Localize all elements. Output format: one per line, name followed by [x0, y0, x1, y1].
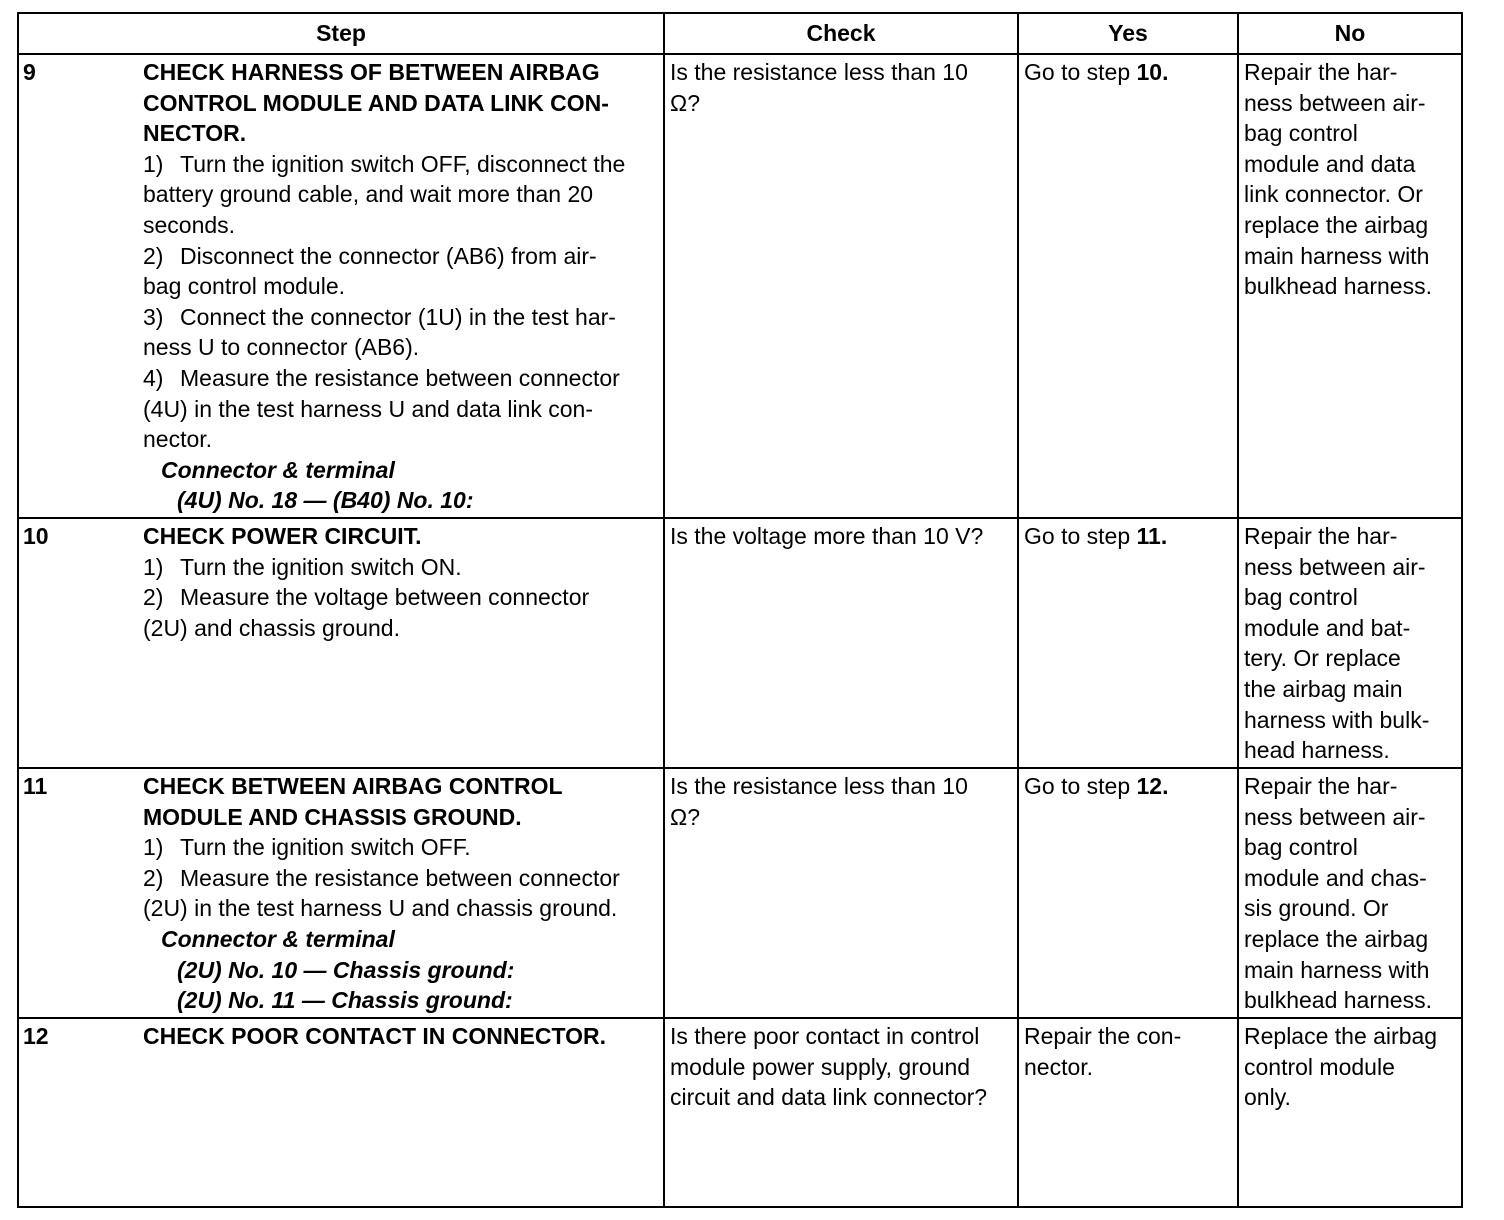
- no-text: bag control: [1244, 584, 1358, 611]
- yes-cell: [1018, 518, 1238, 768]
- no-text: bag control: [1244, 834, 1358, 861]
- item-text: Turn the ignition switch OFF, disconnect the: [180, 150, 626, 177]
- item-text: Disconnect the connector (AB6) from air-: [180, 242, 597, 269]
- item-text: ness U to connector (AB6).: [143, 334, 420, 361]
- item-number: 1): [143, 834, 164, 861]
- no-cell: [1238, 518, 1462, 768]
- no-text: ness between air-: [1244, 89, 1426, 116]
- no-text: main harness with: [1244, 242, 1430, 269]
- item-text: Turn the ignition switch ON.: [180, 553, 462, 580]
- no-cell: [1238, 54, 1462, 518]
- step-title-line: CONTROL MODULE AND DATA LINK CON-: [143, 89, 609, 116]
- table-row: [18, 518, 1462, 768]
- no-text: Repair the har-: [1244, 523, 1398, 549]
- yes-cell: [1018, 1018, 1238, 1207]
- item-number: 3): [143, 303, 164, 330]
- no-text: ness between air-: [1244, 803, 1426, 830]
- no-text: module and chas-: [1244, 864, 1427, 891]
- step-number: 9: [23, 59, 36, 85]
- no-text: bulkhead harness.: [1244, 987, 1432, 1014]
- step-cell: [18, 1018, 664, 1207]
- no-text: tery. Or replace: [1244, 645, 1401, 672]
- item-number: 2): [143, 864, 164, 891]
- step-title-line: CHECK HARNESS OF BETWEEN AIRBAG: [143, 59, 600, 85]
- procedure-item: [143, 832, 657, 863]
- check-cell: [664, 1018, 1018, 1207]
- step-number: 10: [23, 523, 49, 549]
- no-text: only.: [1244, 1084, 1291, 1111]
- header-yes: Yes: [1018, 13, 1238, 54]
- check-text: module power supply, ground: [670, 1053, 971, 1080]
- step-number: 11: [23, 773, 48, 799]
- step-title-line: MODULE AND CHASSIS GROUND.: [143, 803, 522, 830]
- yes-text: Repair the con-: [1024, 1023, 1182, 1049]
- item-text: seconds.: [143, 211, 236, 238]
- connector-terminal-spec: (4U) No. 18 — (B40) No. 10:: [177, 487, 474, 514]
- yes-text: Go to step: [1024, 523, 1137, 549]
- yes-text: nector.: [1024, 1053, 1094, 1080]
- no-text: bulkhead harness.: [1244, 273, 1432, 300]
- step-cell: [18, 54, 664, 518]
- no-cell: [1238, 1018, 1462, 1207]
- table-row: [18, 1018, 1462, 1207]
- item-number: 1): [143, 553, 164, 580]
- step-title: [143, 771, 657, 832]
- check-text: Ω?: [670, 89, 700, 116]
- procedure-item: [143, 552, 657, 583]
- step-number: 12: [23, 1023, 49, 1049]
- step-title: [143, 57, 657, 149]
- item-text: Turn the ignition switch OFF.: [180, 834, 471, 861]
- item-text: nector.: [143, 426, 213, 453]
- yes-step-ref: 11.: [1136, 523, 1168, 549]
- diagnostic-table: [17, 12, 1463, 1208]
- procedure-item: [143, 363, 657, 455]
- procedure-item: [143, 302, 657, 363]
- no-text: module and bat-: [1244, 614, 1411, 641]
- item-text: Measure the voltage between connector: [180, 584, 590, 611]
- no-text: replace the airbag: [1244, 211, 1429, 238]
- procedure-item: [143, 241, 657, 302]
- procedure-item: [143, 582, 657, 643]
- yes-cell: [1018, 768, 1238, 1018]
- check-cell: [664, 54, 1018, 518]
- no-text: replace the airbag: [1244, 925, 1429, 952]
- item-text: bag control module.: [143, 273, 346, 300]
- check-text: Ω?: [670, 803, 700, 830]
- step-title: [143, 1021, 657, 1052]
- check-text: Is the resistance less than 10: [670, 773, 968, 799]
- item-text: Connect the connector (1U) in the test har-: [180, 303, 616, 330]
- no-text: Replace the airbag: [1244, 1023, 1438, 1049]
- no-text: control module: [1244, 1053, 1395, 1080]
- header-row: [18, 13, 1462, 54]
- item-text: Measure the resistance between connector: [180, 864, 620, 891]
- header-step: Step: [18, 13, 664, 54]
- check-cell: [664, 518, 1018, 768]
- item-text: battery ground cable, and wait more than 20: [143, 181, 594, 208]
- item-number: 1): [143, 150, 164, 177]
- item-number: 2): [143, 242, 164, 269]
- no-text: the airbag main: [1244, 675, 1403, 702]
- item-text: (4U) in the test harness U and data link con-: [143, 395, 594, 422]
- check-text: Is the voltage more than 10 V?: [670, 523, 984, 549]
- check-text: Is the resistance less than 10: [670, 59, 968, 85]
- step-title: [143, 521, 657, 552]
- yes-cell: [1018, 54, 1238, 518]
- step-cell: [18, 518, 664, 768]
- no-text: Repair the har-: [1244, 59, 1398, 85]
- yes-step-ref: 10.: [1136, 59, 1169, 85]
- no-text: head harness.: [1244, 737, 1390, 764]
- step-title-line: CHECK POWER CIRCUIT.: [143, 523, 422, 549]
- step-title-line: CHECK BETWEEN AIRBAG CONTROL: [143, 773, 563, 799]
- step-cell: [18, 768, 664, 1018]
- no-text: Repair the har-: [1244, 773, 1398, 799]
- yes-text: Go to step: [1024, 773, 1137, 799]
- check-text: circuit and data link connector?: [670, 1084, 988, 1111]
- item-text: Measure the resistance between connector: [180, 364, 620, 391]
- no-text: module and data: [1244, 150, 1416, 177]
- no-cell: [1238, 768, 1462, 1018]
- no-text: bag control: [1244, 120, 1358, 147]
- item-number: 4): [143, 364, 164, 391]
- no-text: sis ground. Or: [1244, 895, 1389, 922]
- table-row: [18, 768, 1462, 1018]
- step-title-line: NECTOR.: [143, 120, 247, 147]
- step-title-line: CHECK POOR CONTACT IN CONNECTOR.: [143, 1023, 606, 1049]
- connector-terminal-spec: (2U) No. 11 — Chassis ground:: [177, 987, 513, 1014]
- item-text: (2U) in the test harness U and chassis ground.: [143, 895, 618, 922]
- header-check: Check: [664, 13, 1018, 54]
- yes-step-ref: 12.: [1136, 773, 1169, 799]
- no-text: link connector. Or: [1244, 181, 1423, 208]
- no-text: ness between air-: [1244, 553, 1426, 580]
- connector-terminal-label: Connector & terminal: [161, 925, 395, 952]
- check-cell: [664, 768, 1018, 1018]
- connector-terminal-label: Connector & terminal: [161, 456, 395, 483]
- item-number: 2): [143, 584, 164, 611]
- header-no: No: [1238, 13, 1462, 54]
- yes-text: Go to step: [1024, 59, 1137, 85]
- no-text: harness with bulk-: [1244, 706, 1430, 733]
- item-text: (2U) and chassis ground.: [143, 614, 400, 641]
- table-row: [18, 54, 1462, 518]
- no-text: main harness with: [1244, 956, 1430, 983]
- check-text: Is there poor contact in control: [670, 1023, 980, 1049]
- procedure-item: [143, 863, 657, 924]
- procedure-item: [143, 149, 657, 241]
- connector-terminal-spec: (2U) No. 10 — Chassis ground:: [177, 956, 515, 983]
